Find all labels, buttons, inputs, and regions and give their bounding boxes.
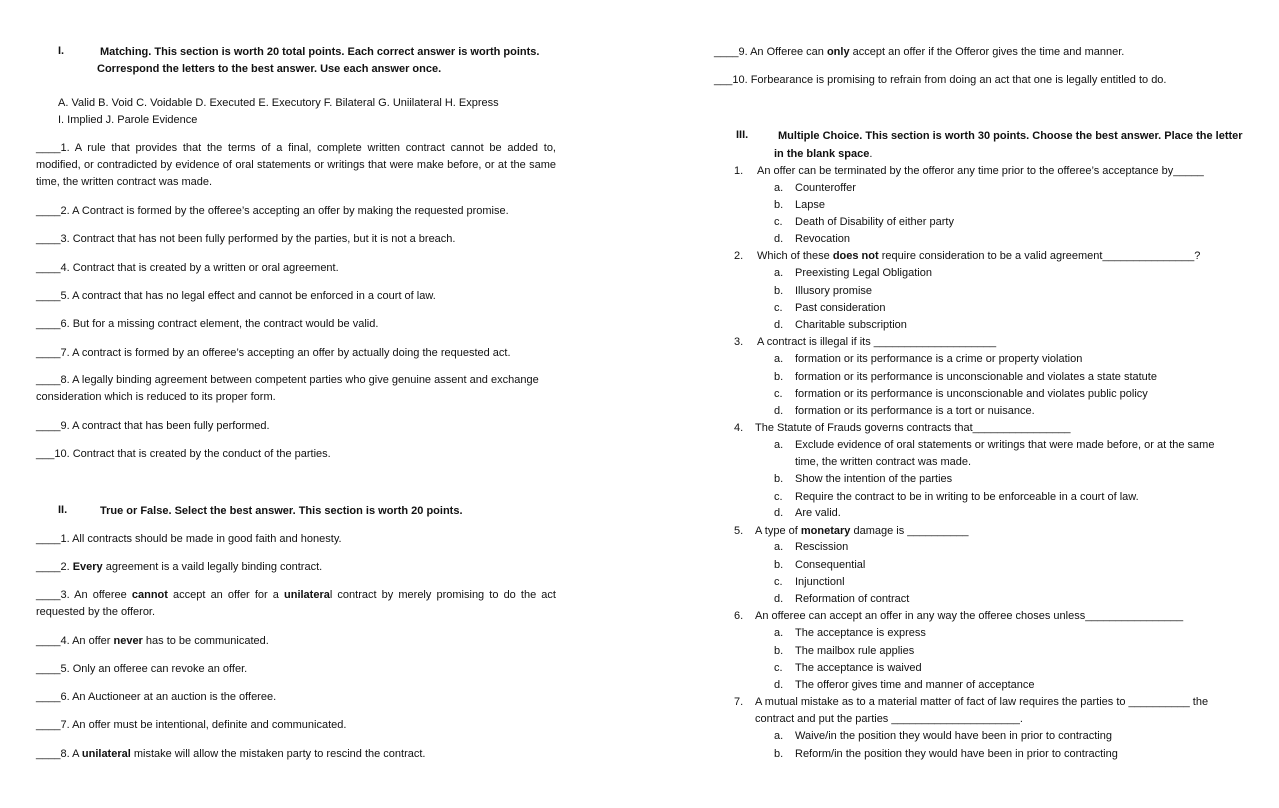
tf-question-8: ____8. A unilateral mistake will allow the mistaken party to rescind the contract. (36, 748, 426, 760)
tf-question-2: ____2. Every agreement is a vaild legally binding contract. (36, 561, 323, 573)
mc-q6-b-label: b. (774, 645, 784, 657)
mc-q1-a: Counteroffer (795, 182, 856, 194)
tf-question-7: ____7. An offer must be intentional, definite and communicated. (36, 719, 347, 731)
mc-q7-line1: A mutual mistake as to a material matter of fact of law requires the parties to __________ the (755, 696, 1209, 708)
mc-q2-c: Past consideration (795, 302, 886, 314)
matching-question-3: ____3. Contract that has not been fully performed by the parties, but it is not a breach. (36, 233, 456, 245)
mc-q1-number: 1. (734, 165, 744, 177)
matching-question-9: ____9. A contract that has been fully performed. (36, 420, 270, 432)
section-2-number: II. (58, 504, 68, 516)
mc-q6-a-label: a. (774, 627, 784, 639)
mc-q5-d: Reformation of contract (795, 593, 910, 605)
mc-q5-c: Injunctionl (795, 576, 845, 588)
section-3-number: III. (736, 129, 749, 141)
mc-q6-d: The offeror gives time and manner of acceptance (795, 679, 1035, 691)
mc-q2-number: 2. (734, 250, 744, 262)
mc-q3-a-label: a. (774, 353, 784, 365)
mc-q3-a: formation or its performance is a crime or property violation (795, 353, 1083, 365)
mc-q1-a-label: a. (774, 182, 784, 194)
mc-q2-a-label: a. (774, 267, 784, 279)
tf-question-5: ____5. Only an offeree can revoke an offer. (36, 663, 248, 675)
mc-q2-a: Preexisting Legal Obligation (795, 267, 932, 279)
mc-q4-a-line1: Exclude evidence of oral statements or writings that were made before, or at the same (795, 439, 1215, 451)
tf-question-9: ____9. An Offeree can only accept an offer if the Offeror gives the time and manner. (714, 46, 1125, 58)
mc-q7-line2: contract and put the parties _____________________. (755, 713, 1023, 725)
mc-q3-d-label: d. (774, 405, 784, 417)
mc-q2-b-label: b. (774, 285, 784, 297)
section-2-title: True or False. Select the best answer. This section is worth 20 points. (100, 505, 463, 517)
matching-question-7: ____7. A contract is formed by an offeree’s accepting an offer by actually doing the requested act. (36, 347, 511, 359)
tf-question-1: ____1. All contracts should be made in good faith and honesty. (36, 533, 342, 545)
section-3-title-line2: in the blank space. (774, 148, 873, 160)
mc-q4-b-label: b. (774, 473, 784, 485)
mc-q6-c: The acceptance is waived (795, 662, 922, 674)
matching-question-1: ____1. A rule that provides that the terms of a final, complete written contract cannot be added to, modified, or contradicted by evidence of oral statements or writings that were make before, or at the same time, the written contract was made. (36, 142, 556, 188)
mc-q5-a: Rescission (795, 541, 849, 553)
mc-q5-number: 5. (734, 525, 744, 537)
mc-q6-a: The acceptance is express (795, 627, 926, 639)
matching-question-6: ____6. But for a missing contract element, the contract would be valid. (36, 318, 379, 330)
mc-q1-d-label: d. (774, 233, 784, 245)
mc-q7-b: Reform/in the position they would have been in prior to contracting (795, 748, 1118, 760)
mc-q4-d: Are valid. (795, 507, 841, 519)
mc-q4-number: 4. (734, 422, 744, 434)
mc-q5-b: Consequential (795, 559, 866, 571)
mc-q6-text: An offeree can accept an offer in any way the offeree choses unless________________ (755, 610, 1184, 622)
mc-q3-number: 3. (734, 336, 744, 348)
mc-q3-text: A contract is illegal if its ____________________ (757, 336, 997, 348)
mc-q3-b-label: b. (774, 371, 784, 383)
mc-q7-a: Waive/in the position they would have been in prior to contracting (795, 730, 1112, 742)
mc-q4-a-line2: time, the written contract was made. (795, 456, 972, 468)
mc-q4-d-label: d. (774, 507, 784, 519)
section-3-title-line1: Multiple Choice. This section is worth 30 points. Choose the best answer. Place the letter (778, 130, 1243, 142)
matching-question-2: ____2. A Contract is formed by the offeree’s accepting an offer by making the requested promise. (36, 205, 509, 217)
mc-q4-c: Require the contract to be in writing to be enforceable in a court of law. (795, 491, 1139, 503)
matching-question-5: ____5. A contract that has no legal effect and cannot be enforced in a court of law. (36, 290, 436, 302)
mc-q5-a-label: a. (774, 541, 784, 553)
mc-q4-b: Show the intention of the parties (795, 473, 953, 485)
mc-q2-b: Illusory promise (795, 285, 873, 297)
mc-q1-c-label: c. (774, 216, 783, 228)
mc-q1-text: An offer can be terminated by the offeror any time prior to the offeree’s acceptance by_____ (757, 165, 1204, 177)
mc-q2-d-label: d. (774, 319, 784, 331)
mc-q6-number: 6. (734, 610, 744, 622)
matching-question-10: ___10. Contract that is created by the conduct of the parties. (36, 448, 331, 460)
mc-q1-b: Lapse (795, 199, 825, 211)
mc-q2-c-label: c. (774, 302, 783, 314)
matching-question-4: ____4. Contract that is created by a written or oral agreement. (36, 262, 339, 274)
matching-options-line2: I. Implied J. Parole Evidence (58, 114, 198, 126)
mc-q7-number: 7. (734, 696, 744, 708)
mc-q7-b-label: b. (774, 748, 784, 760)
section-1-title-line1: Matching. This section is worth 20 total points. Each correct answer is worth points. (100, 46, 540, 58)
mc-q1-b-label: b. (774, 199, 784, 211)
tf-question-4: ____4. An offer never has to be communicated. (36, 635, 269, 647)
mc-q6-b: The mailbox rule applies (795, 645, 915, 657)
mc-q5-c-label: c. (774, 576, 783, 588)
section-1-number: I. (58, 45, 65, 57)
mc-q3-d: formation or its performance is a tort or nuisance. (795, 405, 1035, 417)
section-1-title-line2: Correspond the letters to the best answer. Use each answer once. (97, 63, 442, 75)
mc-q4-a-label: a. (774, 439, 784, 451)
mc-q5-d-label: d. (774, 593, 784, 605)
mc-q4-c-label: c. (774, 491, 783, 503)
mc-q3-b: formation or its performance is unconscionable and violates a state statute (795, 371, 1157, 383)
mc-q3-c-label: c. (774, 388, 783, 400)
mc-q7-a-label: a. (774, 730, 784, 742)
mc-q3-c: formation or its performance is unconscionable and violates public policy (795, 388, 1148, 400)
mc-q5-b-label: b. (774, 559, 784, 571)
mc-q2-text: Which of these does not require consideration to be a valid agreement_______________? (757, 250, 1201, 262)
matching-options-line1: A. Valid B. Void C. Voidable D. Executed E. Executory F. Bilateral G. Uniilateral H. Express (58, 97, 499, 109)
mc-q6-c-label: c. (774, 662, 783, 674)
mc-q1-d: Revocation (795, 233, 851, 245)
tf-question-3: ____3. An offeree cannot accept an offer for a unilateral contract by merely promising to do the act requested by the offeror. (36, 589, 556, 618)
mc-q2-d: Charitable subscription (795, 319, 907, 331)
mc-q5-text: A type of monetary damage is __________ (755, 525, 969, 537)
mc-q1-c: Death of Disability of either party (795, 216, 954, 228)
tf-question-10: ___10. Forbearance is promising to refrain from doing an act that one is legally entitled to do. (714, 74, 1167, 86)
mc-q4-text: The Statute of Frauds governs contracts that________________ (755, 422, 1071, 434)
matching-question-8: ____8. A legally binding agreement between competent parties who give genuine assent and exchange consideration which is reduced to its proper form. (36, 374, 539, 403)
mc-q6-d-label: d. (774, 679, 784, 691)
tf-question-6: ____6. An Auctioneer at an auction is the offeree. (36, 691, 277, 703)
